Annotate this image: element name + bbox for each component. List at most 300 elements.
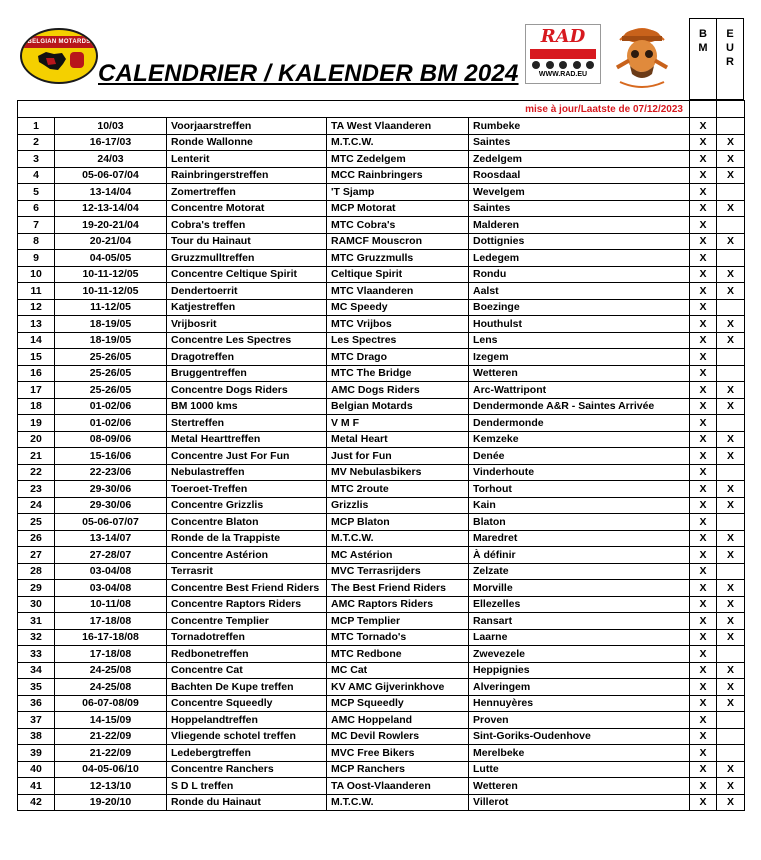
event-place: Heppignies: [469, 662, 690, 679]
club-name: Les Spectres: [327, 332, 469, 349]
event-date: 27-28/07: [55, 547, 167, 564]
event-place: Maredret: [469, 530, 690, 547]
event-place: Denée: [469, 448, 690, 465]
event-date: 05-06-07/07: [55, 514, 167, 531]
bm-mark: X: [690, 415, 717, 432]
event-place: Rumbeke: [469, 118, 690, 135]
row-number: 42: [18, 794, 55, 811]
event-date: 19-20/10: [55, 794, 167, 811]
event-place: Ellezelles: [469, 596, 690, 613]
event-date: 16-17/03: [55, 134, 167, 151]
event-name: Bachten De Kupe treffen: [167, 679, 327, 696]
event-date: 15-16/06: [55, 448, 167, 465]
club-name: MTC The Bridge: [327, 365, 469, 382]
bm-mark: X: [690, 728, 717, 745]
club-name: AMC Raptors Riders: [327, 596, 469, 613]
row-number: 22: [18, 464, 55, 481]
event-name: Concentre Cat: [167, 662, 327, 679]
eur-mark: [717, 118, 745, 135]
eur-mark: X: [717, 332, 745, 349]
table-row: [18, 464, 745, 481]
row-number: 28: [18, 563, 55, 580]
eur-mark: X: [717, 629, 745, 646]
bm-mark: X: [690, 118, 717, 135]
calendar-table: [17, 100, 745, 811]
club-name: MCC Rainbringers: [327, 167, 469, 184]
bm-mark: X: [690, 646, 717, 663]
eur-mark: [717, 217, 745, 234]
eur-mark: X: [717, 596, 745, 613]
event-date: 24-25/08: [55, 662, 167, 679]
row-number: 37: [18, 712, 55, 729]
event-name: Concentre Ranchers: [167, 761, 327, 778]
eur-mark: X: [717, 448, 745, 465]
event-place: Ransart: [469, 613, 690, 630]
belgian-motards-logo: [20, 28, 98, 84]
eur-mark: X: [717, 398, 745, 415]
club-name: MCP Ranchers: [327, 761, 469, 778]
club-name: MCP Motorat: [327, 200, 469, 217]
row-number: 19: [18, 415, 55, 432]
event-place: Torhout: [469, 481, 690, 498]
event-date: 17-18/08: [55, 646, 167, 663]
bm-mark: X: [690, 200, 717, 217]
event-name: Zomertreffen: [167, 184, 327, 201]
table-row: [18, 728, 745, 745]
club-name: Just for Fun: [327, 448, 469, 465]
eur-mark: X: [717, 283, 745, 300]
event-date: 04-05/05: [55, 250, 167, 267]
table-row: [18, 431, 745, 448]
club-name: MCP Squeedly: [327, 695, 469, 712]
eur-mark: X: [717, 151, 745, 168]
event-date: 01-02/06: [55, 415, 167, 432]
bm-mark: X: [690, 695, 717, 712]
event-date: 01-02/06: [55, 398, 167, 415]
event-place: Sint-Goriks-Oudenhove: [469, 728, 690, 745]
event-date: 24/03: [55, 151, 167, 168]
club-name: MC Astérion: [327, 547, 469, 564]
bm-mark: X: [690, 184, 717, 201]
club-name: MV Nebulasbikers: [327, 464, 469, 481]
bm-mark: X: [690, 382, 717, 399]
table-row: [18, 794, 745, 811]
event-name: Ronde Wallonne: [167, 134, 327, 151]
event-name: Concentre Les Spectres: [167, 332, 327, 349]
table-row: [18, 200, 745, 217]
table-row: [18, 530, 745, 547]
eur-mark: X: [717, 613, 745, 630]
event-date: 25-26/05: [55, 382, 167, 399]
event-name: Concentre Grizzlis: [167, 497, 327, 514]
event-name: Concentre Squeedly: [167, 695, 327, 712]
col-b-letter-2: M: [698, 42, 708, 54]
bm-mark: X: [690, 596, 717, 613]
eur-mark: X: [717, 200, 745, 217]
event-name: Ledebergtreffen: [167, 745, 327, 762]
table-row: [18, 299, 745, 316]
event-date: 10-11/08: [55, 596, 167, 613]
event-name: Redbonetreffen: [167, 646, 327, 663]
bm-mark: X: [690, 349, 717, 366]
club-name: AMC Dogs Riders: [327, 382, 469, 399]
event-date: 17-18/08: [55, 613, 167, 630]
row-number: 35: [18, 679, 55, 696]
col-e-letter-1: E: [726, 28, 734, 40]
badge-icons: [532, 61, 594, 71]
event-date: 13-14/04: [55, 184, 167, 201]
eur-mark: [717, 415, 745, 432]
row-number: 30: [18, 596, 55, 613]
event-name: Concentre Motorat: [167, 200, 327, 217]
event-name: Concentre Templier: [167, 613, 327, 630]
table-row: [18, 415, 745, 432]
event-date: 19-20-21/04: [55, 217, 167, 234]
event-name: Gruzzmulltreffen: [167, 250, 327, 267]
eur-mark: X: [717, 316, 745, 333]
eur-mark: X: [717, 695, 745, 712]
table-row: [18, 349, 745, 366]
club-name: MTC Cobra's: [327, 217, 469, 234]
event-place: Wevelgem: [469, 184, 690, 201]
table-row: [18, 563, 745, 580]
eur-mark: X: [717, 431, 745, 448]
table-row: [18, 613, 745, 630]
table-row: [18, 118, 745, 135]
update-note: mise à jour/Laatste de 07/12/2023: [18, 101, 690, 118]
event-date: 21-22/09: [55, 728, 167, 745]
event-name: Tornadotreffen: [167, 629, 327, 646]
eur-mark: X: [717, 761, 745, 778]
table-row: [18, 283, 745, 300]
bm-mark: X: [690, 580, 717, 597]
row-number: 11: [18, 283, 55, 300]
event-name: BM 1000 kms: [167, 398, 327, 415]
bm-mark: X: [690, 481, 717, 498]
event-place: Saintes: [469, 200, 690, 217]
event-place: Merelbeke: [469, 745, 690, 762]
event-name: Hoppelandtreffen: [167, 712, 327, 729]
row-number: 40: [18, 761, 55, 778]
eur-mark: X: [717, 580, 745, 597]
bm-mark: X: [690, 547, 717, 564]
event-date: 05-06-07/04: [55, 167, 167, 184]
club-name: RAMCF Mouscron: [327, 233, 469, 250]
eur-mark: X: [717, 167, 745, 184]
table-row: [18, 217, 745, 234]
event-date: 04-05-06/10: [55, 761, 167, 778]
event-date: 25-26/05: [55, 349, 167, 366]
club-name: MCP Blaton: [327, 514, 469, 531]
row-number: 13: [18, 316, 55, 333]
table-row: [18, 481, 745, 498]
eur-mark: [717, 728, 745, 745]
event-name: Voorjaarstreffen: [167, 118, 327, 135]
rad-logo-text: RAD: [540, 26, 586, 47]
club-name: MVC Free Bikers: [327, 745, 469, 762]
event-date: 10-11-12/05: [55, 283, 167, 300]
event-place: Zelzate: [469, 563, 690, 580]
update-row: [18, 101, 745, 118]
event-name: Toeroet-Treffen: [167, 481, 327, 498]
event-date: 16-17-18/08: [55, 629, 167, 646]
eur-mark: X: [717, 778, 745, 795]
club-name: MVC Terrasrijders: [327, 563, 469, 580]
club-name: Metal Heart: [327, 431, 469, 448]
eur-mark: [717, 365, 745, 382]
table-row: [18, 596, 745, 613]
club-name: MTC Vrijbos: [327, 316, 469, 333]
table-row: [18, 497, 745, 514]
event-name: Concentre Raptors Riders: [167, 596, 327, 613]
eur-mark: X: [717, 233, 745, 250]
event-place: Boezinge: [469, 299, 690, 316]
event-place: Dendermonde A&R - Saintes Arrivée: [469, 398, 690, 415]
event-date: 12-13-14/04: [55, 200, 167, 217]
event-place: Kain: [469, 497, 690, 514]
table-row: [18, 398, 745, 415]
bm-mark: X: [690, 464, 717, 481]
event-date: 18-19/05: [55, 332, 167, 349]
eur-mark: X: [717, 266, 745, 283]
event-name: Rainbringerstreffen: [167, 167, 327, 184]
club-name: 'T Sjamp: [327, 184, 469, 201]
table-row: [18, 547, 745, 564]
table-row: [18, 448, 745, 465]
row-number: 34: [18, 662, 55, 679]
event-date: 06-07-08/09: [55, 695, 167, 712]
event-place: Ledegem: [469, 250, 690, 267]
row-number: 1: [18, 118, 55, 135]
event-name: Concentre Astérion: [167, 547, 327, 564]
event-place: Wetteren: [469, 778, 690, 795]
table-row: [18, 134, 745, 151]
rad-logo: [525, 24, 601, 84]
event-name: Dragotreffen: [167, 349, 327, 366]
column-header-bm: [689, 18, 717, 100]
club-name: MTC Redbone: [327, 646, 469, 663]
bm-mark: X: [690, 497, 717, 514]
club-name: M.T.C.W.: [327, 530, 469, 547]
club-name: MTC Drago: [327, 349, 469, 366]
club-name: The Best Friend Riders: [327, 580, 469, 597]
bm-mark: X: [690, 316, 717, 333]
row-number: 23: [18, 481, 55, 498]
eur-mark: [717, 250, 745, 267]
event-name: Concentre Just For Fun: [167, 448, 327, 465]
event-place: Hennuyères: [469, 695, 690, 712]
row-number: 8: [18, 233, 55, 250]
table-row: [18, 266, 745, 283]
event-name: Vliegende schotel treffen: [167, 728, 327, 745]
bm-mark: X: [690, 448, 717, 465]
row-number: 25: [18, 514, 55, 531]
bm-mark: X: [690, 332, 717, 349]
table-row: [18, 167, 745, 184]
row-number: 5: [18, 184, 55, 201]
event-place: Laarne: [469, 629, 690, 646]
row-number: 27: [18, 547, 55, 564]
event-name: Dendertoerrit: [167, 283, 327, 300]
row-number: 17: [18, 382, 55, 399]
event-name: Ronde de la Trappiste: [167, 530, 327, 547]
event-place: Villerot: [469, 794, 690, 811]
club-name: M.T.C.W.: [327, 134, 469, 151]
event-name: Stertreffen: [167, 415, 327, 432]
row-number: 2: [18, 134, 55, 151]
event-date: 14-15/09: [55, 712, 167, 729]
club-name: V M F: [327, 415, 469, 432]
eur-mark: X: [717, 530, 745, 547]
event-date: 25-26/05: [55, 365, 167, 382]
eur-mark: X: [717, 481, 745, 498]
event-date: 24-25/08: [55, 679, 167, 696]
page-title: CALENDRIER / KALENDER BM 2024: [98, 60, 519, 87]
table-row: [18, 629, 745, 646]
club-name: M.T.C.W.: [327, 794, 469, 811]
eur-mark: [717, 745, 745, 762]
event-place: Blaton: [469, 514, 690, 531]
club-name: MC Devil Rowlers: [327, 728, 469, 745]
club-name: KV AMC Gijverinkhove: [327, 679, 469, 696]
row-number: 24: [18, 497, 55, 514]
event-place: Alveringem: [469, 679, 690, 696]
row-number: 39: [18, 745, 55, 762]
bm-mark: X: [690, 712, 717, 729]
event-date: 29-30/06: [55, 497, 167, 514]
club-name: TA West Vlaanderen: [327, 118, 469, 135]
bm-mark: X: [690, 431, 717, 448]
table-row: [18, 332, 745, 349]
bm-mark: X: [690, 629, 717, 646]
event-name: Concentre Best Friend Riders: [167, 580, 327, 597]
event-place: Morville: [469, 580, 690, 597]
event-place: Malderen: [469, 217, 690, 234]
bm-mark: X: [690, 679, 717, 696]
bm-mark: X: [690, 151, 717, 168]
eur-mark: [717, 299, 745, 316]
bm-mark: X: [690, 233, 717, 250]
bm-mark: X: [690, 794, 717, 811]
event-name: Metal Hearttreffen: [167, 431, 327, 448]
eur-mark: [717, 514, 745, 531]
bm-mark: X: [690, 613, 717, 630]
club-name: MTC Gruzzmulls: [327, 250, 469, 267]
bm-mark: X: [690, 778, 717, 795]
event-name: Bruggentreffen: [167, 365, 327, 382]
row-number: 29: [18, 580, 55, 597]
event-place: Houthulst: [469, 316, 690, 333]
eur-mark: [717, 464, 745, 481]
table-row: [18, 695, 745, 712]
row-number: 20: [18, 431, 55, 448]
table-row: [18, 184, 745, 201]
row-number: 31: [18, 613, 55, 630]
bm-mark: X: [690, 662, 717, 679]
table-row: [18, 580, 745, 597]
row-number: 21: [18, 448, 55, 465]
event-place: Dendermonde: [469, 415, 690, 432]
helmet-icon: [70, 52, 84, 68]
row-number: 4: [18, 167, 55, 184]
row-number: 7: [18, 217, 55, 234]
event-name: Concentre Dogs Riders: [167, 382, 327, 399]
row-number: 38: [18, 728, 55, 745]
event-place: Roosdaal: [469, 167, 690, 184]
event-name: Cobra's treffen: [167, 217, 327, 234]
col-b-letter-1: B: [699, 28, 707, 40]
bm-mark: X: [690, 563, 717, 580]
row-number: 10: [18, 266, 55, 283]
bm-mark: X: [690, 530, 717, 547]
club-name: Belgian Motards: [327, 398, 469, 415]
table-row: [18, 316, 745, 333]
column-header-eur: [716, 18, 744, 100]
bm-mark: X: [690, 745, 717, 762]
event-date: 08-09/06: [55, 431, 167, 448]
club-name: MTC 2route: [327, 481, 469, 498]
event-date: 13-14/07: [55, 530, 167, 547]
event-name: Lenterit: [167, 151, 327, 168]
event-date: 12-13/10: [55, 778, 167, 795]
table-row: [18, 662, 745, 679]
event-name: Nebulastreffen: [167, 464, 327, 481]
bm-mark: X: [690, 250, 717, 267]
skull-mechanic-logo: [610, 22, 674, 90]
event-place: Aalst: [469, 283, 690, 300]
event-date: 18-19/05: [55, 316, 167, 333]
row-number: 12: [18, 299, 55, 316]
bm-mark: X: [690, 514, 717, 531]
bm-mark: X: [690, 266, 717, 283]
row-number: 14: [18, 332, 55, 349]
event-name: Terrasrit: [167, 563, 327, 580]
eur-mark: [717, 712, 745, 729]
event-place: Saintes: [469, 134, 690, 151]
event-place: Lutte: [469, 761, 690, 778]
event-name: Concentre Blaton: [167, 514, 327, 531]
club-name: TA Oost-Vlaanderen: [327, 778, 469, 795]
eur-mark: X: [717, 679, 745, 696]
event-name: Tour du Hainaut: [167, 233, 327, 250]
event-date: 10-11-12/05: [55, 266, 167, 283]
club-name: Grizzlis: [327, 497, 469, 514]
club-name: AMC Hoppeland: [327, 712, 469, 729]
table-row: [18, 745, 745, 762]
rad-url: WWW.RAD.EU: [538, 71, 588, 78]
eur-mark: X: [717, 794, 745, 811]
eur-mark: X: [717, 662, 745, 679]
table-row: [18, 712, 745, 729]
row-number: 15: [18, 349, 55, 366]
eur-mark: X: [717, 497, 745, 514]
table-row: [18, 514, 745, 531]
bm-mark: X: [690, 398, 717, 415]
event-date: 11-12/05: [55, 299, 167, 316]
event-place: Lens: [469, 332, 690, 349]
event-date: 10/03: [55, 118, 167, 135]
event-place: Zedelgem: [469, 151, 690, 168]
row-number: 6: [18, 200, 55, 217]
event-name: Ronde du Hainaut: [167, 794, 327, 811]
eur-mark: X: [717, 134, 745, 151]
club-name: MTC Tornado's: [327, 629, 469, 646]
table-row: [18, 250, 745, 267]
event-place: Kemzeke: [469, 431, 690, 448]
bm-mark: X: [690, 217, 717, 234]
event-date: 21-22/09: [55, 745, 167, 762]
row-number: 16: [18, 365, 55, 382]
